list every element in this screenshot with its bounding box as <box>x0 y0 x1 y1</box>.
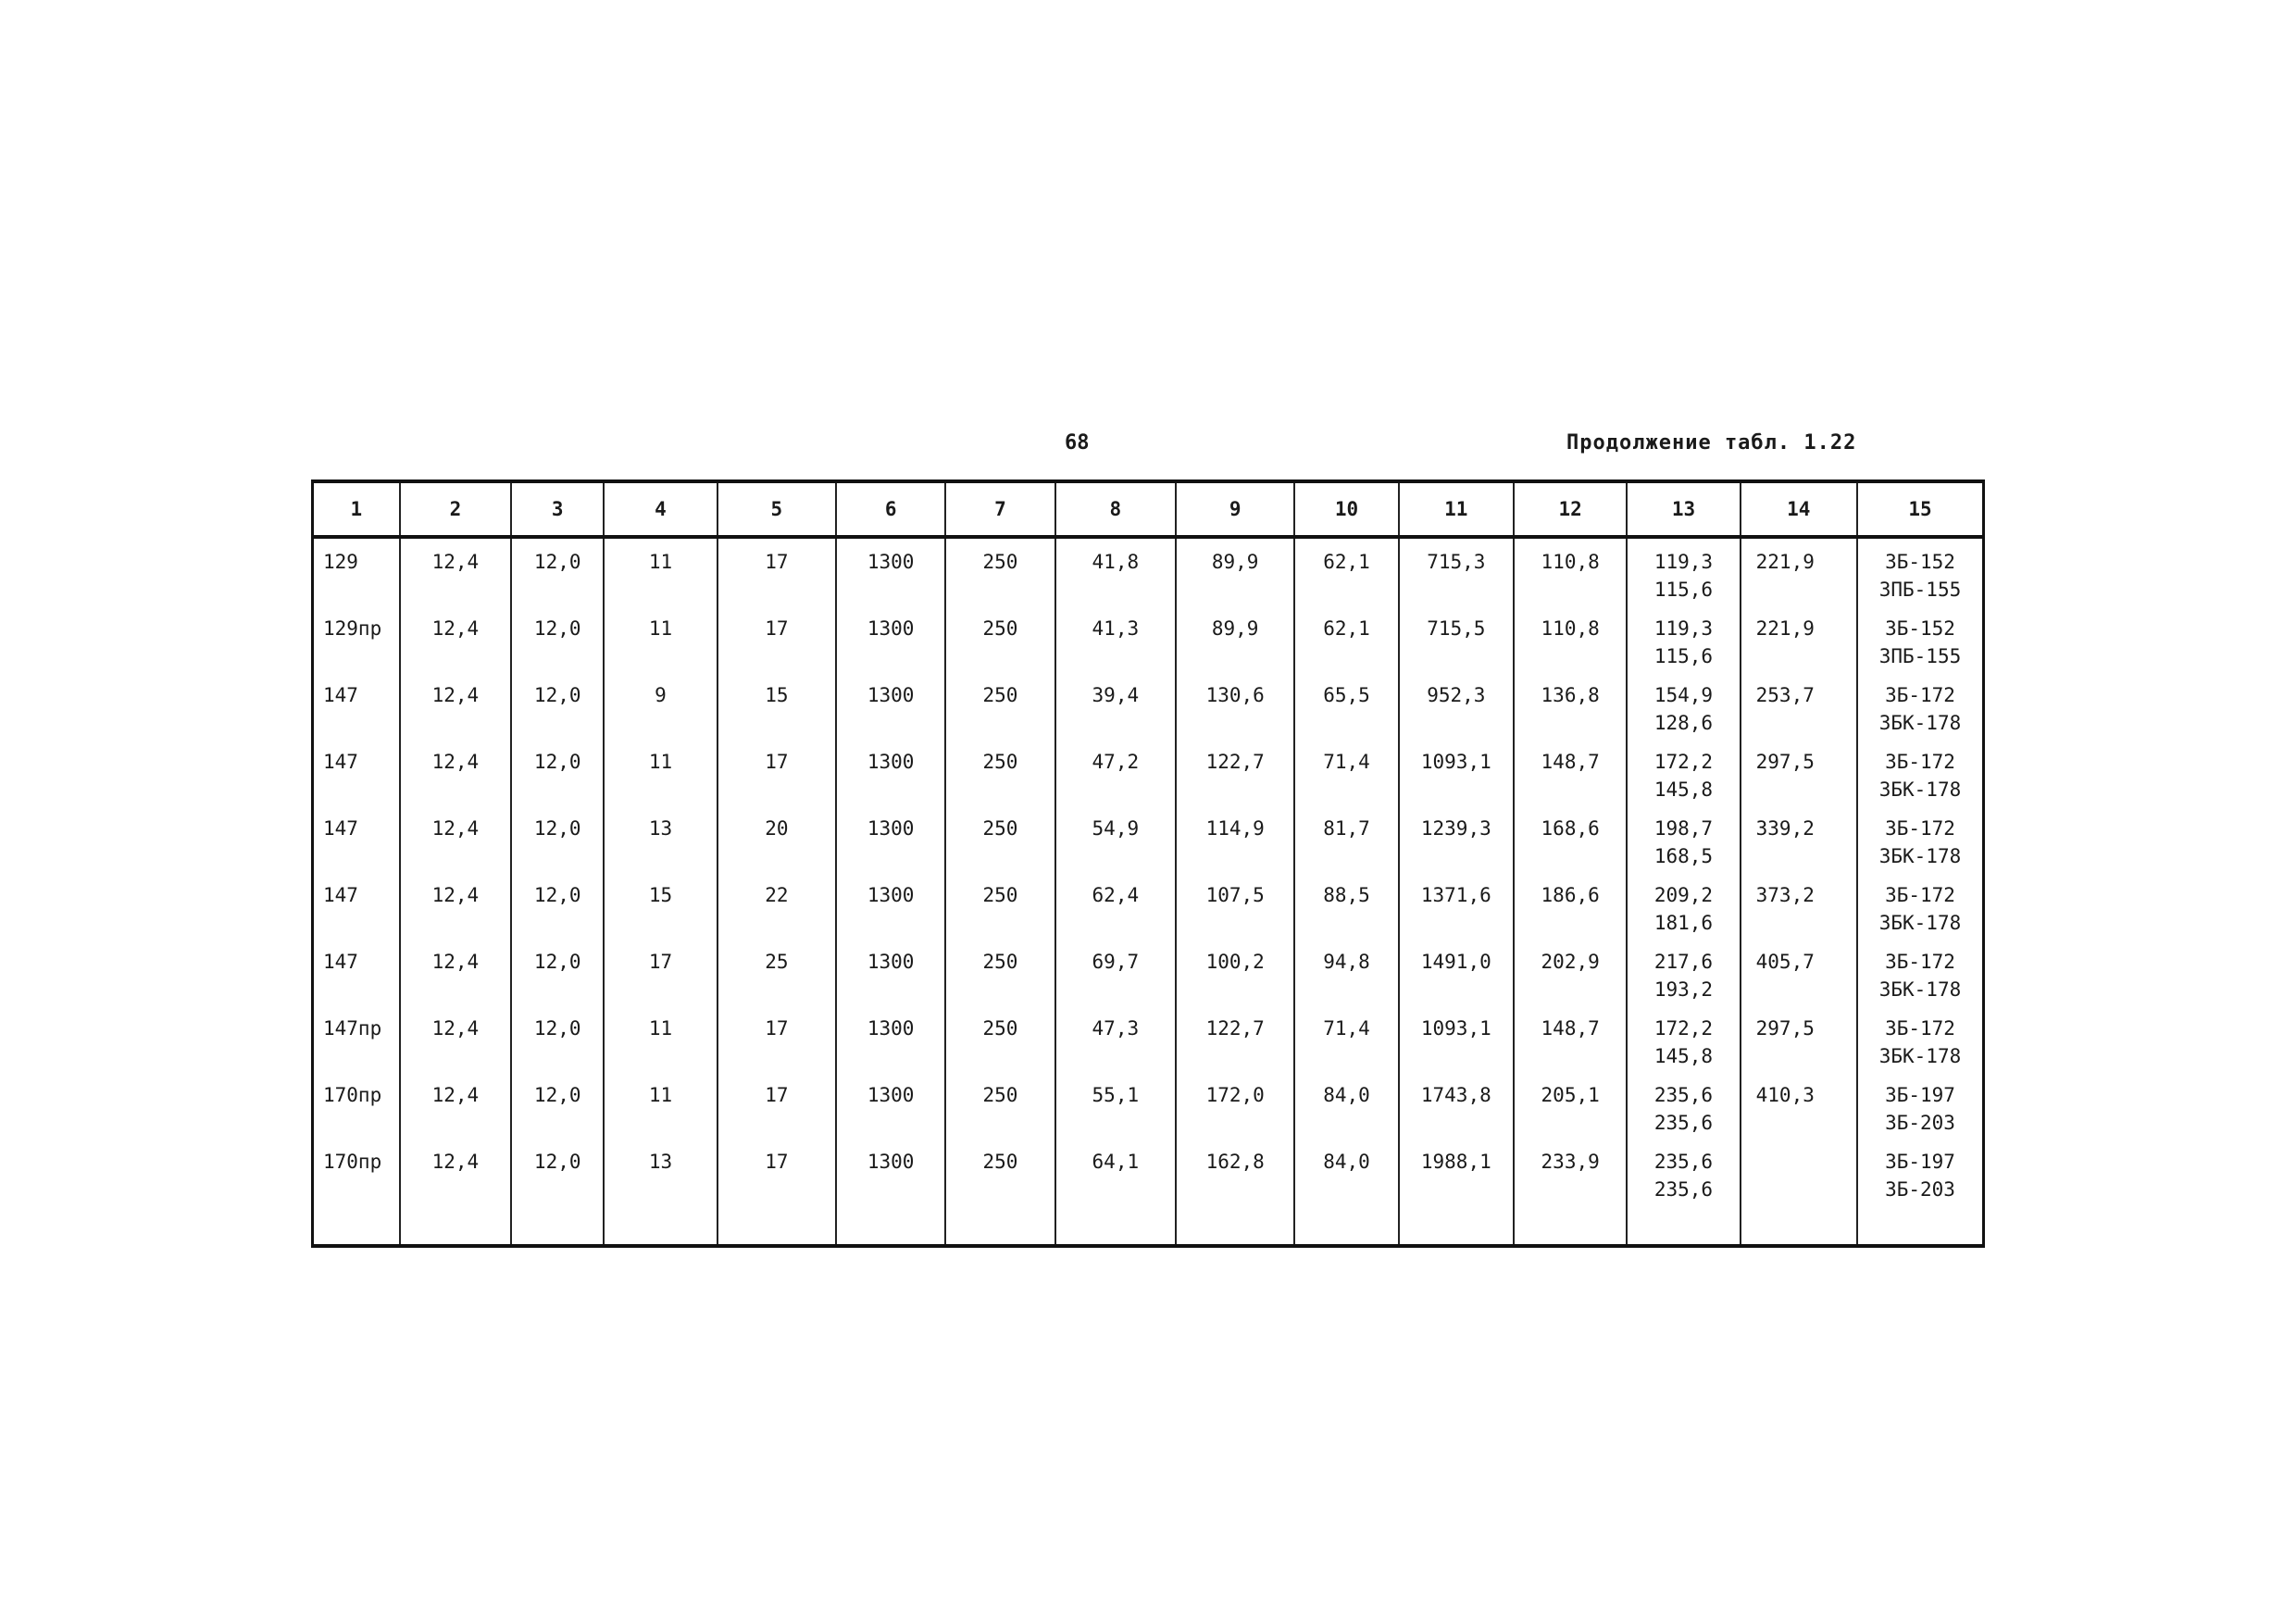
table-row <box>313 605 1984 672</box>
table-cell: 55,1 <box>1055 1072 1176 1139</box>
column-header: 12 <box>1514 481 1627 537</box>
table-cell: 1371,6 <box>1399 872 1514 939</box>
column-header: 2 <box>400 481 511 537</box>
column-header: 6 <box>836 481 945 537</box>
table-cell: 1300 <box>836 739 945 805</box>
table-cell: 107,5 <box>1176 872 1294 939</box>
table-cell: 17 <box>718 605 836 672</box>
table-cell: 62,4 <box>1055 872 1176 939</box>
table-cell: 1300 <box>836 537 945 605</box>
table-row <box>313 672 1984 739</box>
table-cell: 202,9 <box>1514 939 1627 1005</box>
table-cell: 1300 <box>836 939 945 1005</box>
table-cell: 168,6 <box>1514 805 1627 872</box>
table-cell: 12,0 <box>511 605 604 672</box>
table-cell: 3Б-172 3БК-178 <box>1857 805 1984 872</box>
table-cell: 1093,1 <box>1399 739 1514 805</box>
table-cell: 11 <box>604 537 717 605</box>
table-row <box>313 537 1984 605</box>
table-cell: 715,5 <box>1399 605 1514 672</box>
table-cell: 39,4 <box>1055 672 1176 739</box>
table-cell: 20 <box>718 805 836 872</box>
table-cell: 3Б-172 3БК-178 <box>1857 872 1984 939</box>
table-cell: 3Б-172 3БК-178 <box>1857 939 1984 1005</box>
table-row <box>313 939 1984 1005</box>
table-cell: 253,7 <box>1741 672 1857 739</box>
table-cell: 12,0 <box>511 939 604 1005</box>
table-cell: 94,8 <box>1294 939 1398 1005</box>
table-cell: 3Б-152 3ПБ-155 <box>1857 605 1984 672</box>
table-header-row <box>313 481 1984 537</box>
table-cell: 3Б-172 3БК-178 <box>1857 1005 1984 1072</box>
table-cell: 12,4 <box>400 739 511 805</box>
table-cell: 129 <box>313 537 400 605</box>
table-cell: 12,4 <box>400 805 511 872</box>
table-cell: 89,9 <box>1176 537 1294 605</box>
table-cell: 12,4 <box>400 1139 511 1246</box>
table-cell: 12,4 <box>400 605 511 672</box>
table-cell: 88,5 <box>1294 872 1398 939</box>
table-cell: 952,3 <box>1399 672 1514 739</box>
table-cell: 9 <box>604 672 717 739</box>
table-cell: 339,2 <box>1741 805 1857 872</box>
table-cell: 12,4 <box>400 672 511 739</box>
table-cell: 84,0 <box>1294 1139 1398 1246</box>
table-cell: 136,8 <box>1514 672 1627 739</box>
page-number: 68 <box>1065 431 1090 455</box>
table-cell: 147 <box>313 939 400 1005</box>
table-cell: 250 <box>945 605 1054 672</box>
table-cell: 250 <box>945 939 1054 1005</box>
table-cell: 715,3 <box>1399 537 1514 605</box>
column-header: 11 <box>1399 481 1514 537</box>
table-cell: 250 <box>945 1139 1054 1246</box>
table-cell <box>1741 1139 1857 1246</box>
table-cell: 172,0 <box>1176 1072 1294 1139</box>
table-cell: 69,7 <box>1055 939 1176 1005</box>
table-cell: 12,0 <box>511 805 604 872</box>
table-cell: 250 <box>945 672 1054 739</box>
column-header: 3 <box>511 481 604 537</box>
table-cell: 110,8 <box>1514 537 1627 605</box>
table-cell: 410,3 <box>1741 1072 1857 1139</box>
table-body <box>313 537 1984 1246</box>
column-header: 5 <box>718 481 836 537</box>
column-header: 7 <box>945 481 1054 537</box>
continuation-label: Продолжение табл. 1.22 <box>1566 431 1857 455</box>
table-cell: 186,6 <box>1514 872 1627 939</box>
table-cell: 41,3 <box>1055 605 1176 672</box>
table-cell: 250 <box>945 872 1054 939</box>
column-header: 8 <box>1055 481 1176 537</box>
table-cell: 17 <box>718 739 836 805</box>
table-cell: 119,3 115,6 <box>1627 537 1740 605</box>
table-cell: 122,7 <box>1176 739 1294 805</box>
table-cell: 12,4 <box>400 537 511 605</box>
table-cell: 172,2 145,8 <box>1627 1005 1740 1072</box>
table-cell: 154,9 128,6 <box>1627 672 1740 739</box>
table-cell: 148,7 <box>1514 739 1627 805</box>
column-header: 13 <box>1627 481 1740 537</box>
table-cell: 84,0 <box>1294 1072 1398 1139</box>
table-cell: 1743,8 <box>1399 1072 1514 1139</box>
table-cell: 17 <box>718 1005 836 1072</box>
table-cell: 110,8 <box>1514 605 1627 672</box>
table-row <box>313 1072 1984 1139</box>
table-cell: 3Б-152 3ПБ-155 <box>1857 537 1984 605</box>
table-cell: 100,2 <box>1176 939 1294 1005</box>
data-table-container <box>311 479 1985 1248</box>
column-header: 10 <box>1294 481 1398 537</box>
table-cell: 235,6 235,6 <box>1627 1139 1740 1246</box>
table-cell: 41,8 <box>1055 537 1176 605</box>
table-cell: 1300 <box>836 1005 945 1072</box>
table-cell: 62,1 <box>1294 605 1398 672</box>
table-cell: 148,7 <box>1514 1005 1627 1072</box>
table-cell: 12,0 <box>511 1139 604 1246</box>
table-cell: 297,5 <box>1741 1005 1857 1072</box>
table-cell: 12,0 <box>511 872 604 939</box>
table-cell: 1300 <box>836 1072 945 1139</box>
table-row <box>313 805 1984 872</box>
table-cell: 233,9 <box>1514 1139 1627 1246</box>
table-cell: 12,4 <box>400 1072 511 1139</box>
table-cell: 11 <box>604 605 717 672</box>
table-cell: 147пр <box>313 1005 400 1072</box>
table-cell: 15 <box>718 672 836 739</box>
table-cell: 47,2 <box>1055 739 1176 805</box>
table-cell: 1300 <box>836 805 945 872</box>
table-cell: 209,2 181,6 <box>1627 872 1740 939</box>
table-cell: 62,1 <box>1294 537 1398 605</box>
table-cell: 1491,0 <box>1399 939 1514 1005</box>
table-cell: 250 <box>945 739 1054 805</box>
table-cell: 17 <box>718 1139 836 1246</box>
table-cell: 235,6 235,6 <box>1627 1072 1740 1139</box>
table-cell: 162,8 <box>1176 1139 1294 1246</box>
table-cell: 11 <box>604 1072 717 1139</box>
table-cell: 129пр <box>313 605 400 672</box>
table-cell: 54,9 <box>1055 805 1176 872</box>
table-cell: 47,3 <box>1055 1005 1176 1072</box>
table-cell: 12,4 <box>400 1005 511 1072</box>
table-cell: 17 <box>604 939 717 1005</box>
table-cell: 147 <box>313 872 400 939</box>
table-cell: 13 <box>604 1139 717 1246</box>
table-cell: 221,9 <box>1741 537 1857 605</box>
table-cell: 3Б-172 3БК-178 <box>1857 739 1984 805</box>
table-cell: 221,9 <box>1741 605 1857 672</box>
table-row <box>313 739 1984 805</box>
table-cell: 65,5 <box>1294 672 1398 739</box>
table-cell: 172,2 145,8 <box>1627 739 1740 805</box>
table-cell: 250 <box>945 537 1054 605</box>
table-cell: 12,4 <box>400 872 511 939</box>
column-header: 15 <box>1857 481 1984 537</box>
table-cell: 1988,1 <box>1399 1139 1514 1246</box>
table-cell: 217,6 193,2 <box>1627 939 1740 1005</box>
table-cell: 170пр <box>313 1139 400 1246</box>
column-header: 4 <box>604 481 717 537</box>
table-cell: 250 <box>945 805 1054 872</box>
table-cell: 170пр <box>313 1072 400 1139</box>
table-cell: 1300 <box>836 1139 945 1246</box>
table-cell: 71,4 <box>1294 739 1398 805</box>
table-cell: 1300 <box>836 672 945 739</box>
table-cell: 119,3 115,6 <box>1627 605 1740 672</box>
table-cell: 17 <box>718 537 836 605</box>
table-cell: 122,7 <box>1176 1005 1294 1072</box>
table-cell: 17 <box>718 1072 836 1139</box>
table-cell: 130,6 <box>1176 672 1294 739</box>
table-cell: 250 <box>945 1005 1054 1072</box>
table-cell: 250 <box>945 1072 1054 1139</box>
table-cell: 13 <box>604 805 717 872</box>
table-cell: 71,4 <box>1294 1005 1398 1072</box>
table-cell: 3Б-172 3БК-178 <box>1857 672 1984 739</box>
table-cell: 12,0 <box>511 1005 604 1072</box>
table-cell: 1239,3 <box>1399 805 1514 872</box>
table-cell: 15 <box>604 872 717 939</box>
table-cell: 198,7 168,5 <box>1627 805 1740 872</box>
table-cell: 12,0 <box>511 1072 604 1139</box>
table-cell: 89,9 <box>1176 605 1294 672</box>
table-row <box>313 1005 1984 1072</box>
table-cell: 1300 <box>836 872 945 939</box>
table-cell: 3Б-197 3Б-203 <box>1857 1072 1984 1139</box>
table-cell: 297,5 <box>1741 739 1857 805</box>
table-cell: 12,0 <box>511 537 604 605</box>
table-row <box>313 1139 1984 1246</box>
table-cell: 3Б-197 3Б-203 <box>1857 1139 1984 1246</box>
table-cell: 147 <box>313 739 400 805</box>
column-header: 9 <box>1176 481 1294 537</box>
table-cell: 147 <box>313 672 400 739</box>
table-cell: 147 <box>313 805 400 872</box>
column-header: 14 <box>1741 481 1857 537</box>
table-cell: 205,1 <box>1514 1072 1627 1139</box>
table-row <box>313 872 1984 939</box>
table-cell: 11 <box>604 739 717 805</box>
table-cell: 64,1 <box>1055 1139 1176 1246</box>
table-cell: 1300 <box>836 605 945 672</box>
data-table <box>311 479 1985 1248</box>
table-cell: 373,2 <box>1741 872 1857 939</box>
table-cell: 114,9 <box>1176 805 1294 872</box>
table-cell: 405,7 <box>1741 939 1857 1005</box>
table-cell: 12,0 <box>511 739 604 805</box>
table-cell: 1093,1 <box>1399 1005 1514 1072</box>
table-cell: 11 <box>604 1005 717 1072</box>
column-header: 1 <box>313 481 400 537</box>
table-cell: 25 <box>718 939 836 1005</box>
table-cell: 12,4 <box>400 939 511 1005</box>
table-cell: 22 <box>718 872 836 939</box>
table-cell: 81,7 <box>1294 805 1398 872</box>
table-cell: 12,0 <box>511 672 604 739</box>
